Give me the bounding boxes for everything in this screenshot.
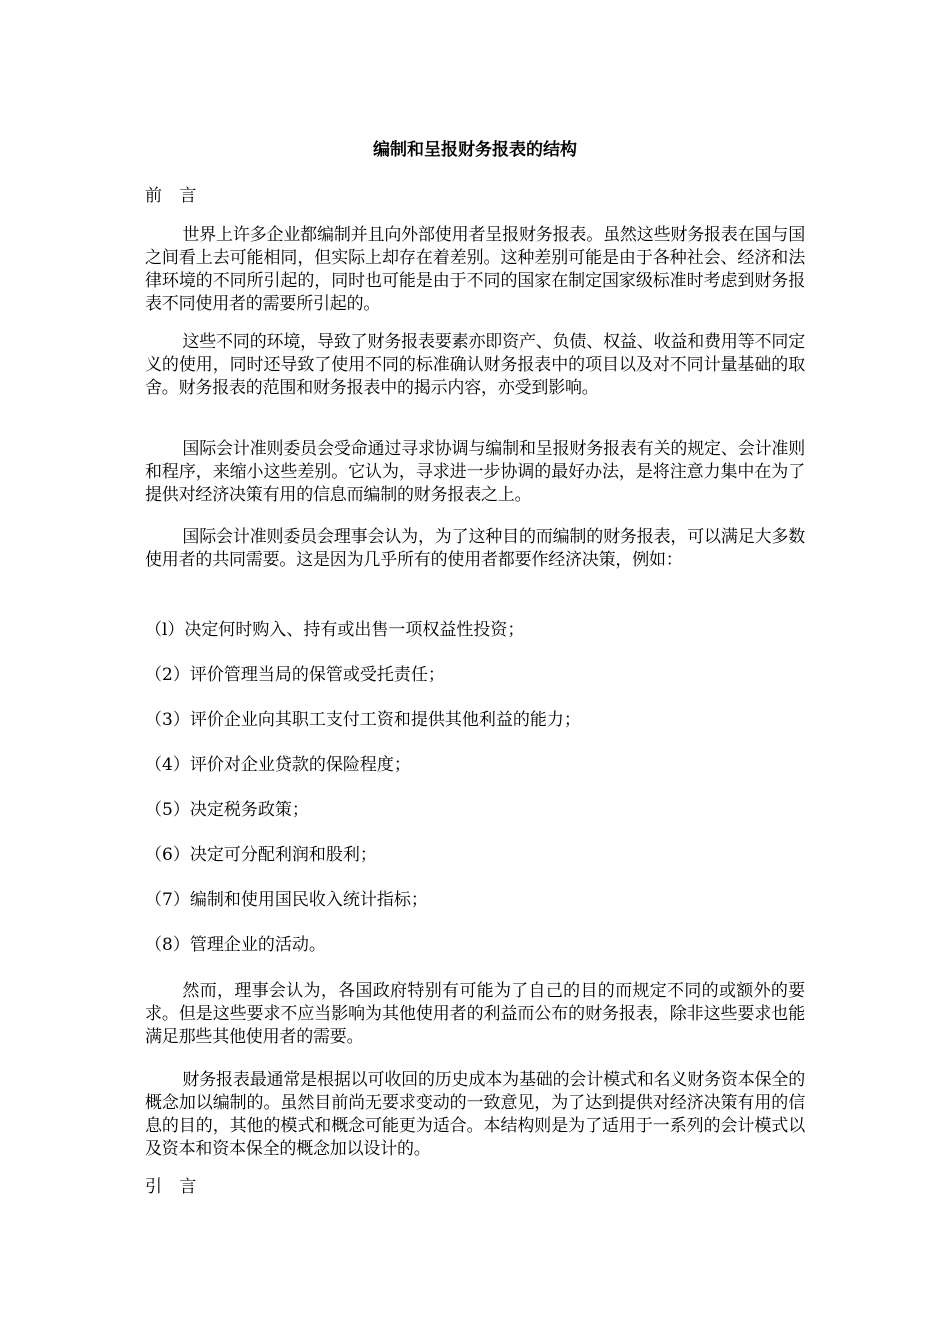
list-item-4: （4）评价对企业贷款的保险程度；: [145, 755, 411, 775]
paragraph-2: 这些不同的环境，导致了财务报表要素亦即资产、负债、权益、收益和费用等不同定义的使用，同时还导致了使用不同的标准确认财务报表中的项目以及对不同计量基础的取舍。财务报表的范围和财务报表中的揭示内容，亦受到影响。: [145, 332, 805, 398]
paragraph-1: 世界上许多企业都编制并且向外部使用者呈报财务报表。虽然这些财务报表在国与国之间看上去可能相同，但实际上却存在着差别。这种差别可能是由于各种社会、经济和法律环境的不同所引起的，同时也可能是由于不同的国家在制定国家级标准时考虑到财务报表不同使用者的需要所引起的。: [145, 225, 805, 314]
introduction-heading: 引 言: [145, 1177, 203, 1197]
list-item-6: （6）决定可分配利润和股利；: [145, 845, 377, 865]
preface-heading: 前 言: [145, 186, 203, 206]
document-title: 编制和呈报财务报表的结构: [373, 140, 577, 160]
paragraph-4: 国际会计准则委员会理事会认为，为了这种目的而编制的财务报表，可以满足大多数使用者的共同需要。这是因为几乎所有的使用者都要作经济决策，例如：: [145, 527, 805, 570]
paragraph-5: 然而，理事会认为，各国政府特别有可能为了自己的目的而规定不同的或额外的要求。但是这些要求不应当影响为其他使用者的利益而公布的财务报表，除非这些要求也能满足那些其他使用者的需要。: [145, 981, 805, 1047]
list-item-2: （2）评价管理当局的保管或受托责任；: [145, 665, 445, 685]
paragraph-3: 国际会计准则委员会受命通过寻求协调与编制和呈报财务报表有关的规定、会计准则和程序，来缩小这些差别。它认为，寻求进一步协调的最好办法，是将注意力集中在为了提供对经济决策有用的信息而编制的财务报表之上。: [145, 439, 805, 505]
list-item-8: （8）管理企业的活动。: [145, 935, 326, 955]
list-item-3: （3）评价企业向其职工支付工资和提供其他利益的能力；: [145, 710, 581, 730]
paragraph-6: 财务报表最通常是根据以可收回的历史成本为基础的会计模式和名义财务资本保全的概念加以编制的。虽然目前尚无要求变动的一致意见，为了达到提供对经济决策有用的信息的目的，其他的模式和概念可能更为适合。本结构则是为了适用于一系列的会计模式以及资本和资本保全的概念加以设计的。: [145, 1070, 805, 1159]
list-item-7: （7）编制和使用国民收入统计指标；: [145, 890, 428, 910]
list-item-5: （5）决定税务政策；: [145, 800, 309, 820]
list-item-1: （l）决定何时购入、持有或出售一项权益性投资；: [145, 620, 525, 640]
